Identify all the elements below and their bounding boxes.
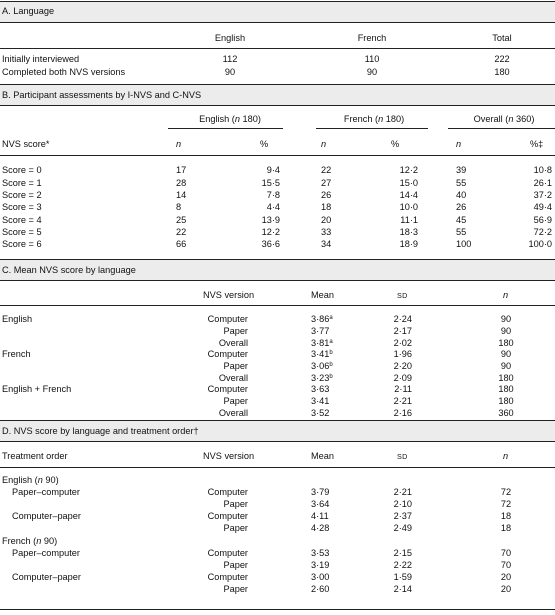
mean-value	[311, 362, 333, 371]
version-label: Paper	[223, 523, 248, 533]
row-label: Score = 2	[2, 190, 42, 200]
sd-value: 2·15	[393, 548, 412, 558]
rule	[0, 280, 555, 281]
row-head: NVS score*	[2, 139, 50, 149]
rule	[0, 441, 555, 442]
cell: 90	[224, 67, 236, 77]
cell-count: 22	[321, 165, 332, 175]
n-value: 20	[500, 584, 512, 594]
cell-count: 100	[456, 239, 472, 249]
rule	[0, 48, 555, 49]
sd-value: 2·49	[393, 523, 412, 533]
mean-value	[311, 385, 329, 394]
cell-count: 27	[321, 178, 332, 188]
cell-percent: 10·8	[533, 165, 552, 175]
mean-value: 3·79	[311, 487, 330, 497]
mean-number: 3·23	[311, 373, 330, 383]
cell-percent: 37·2	[533, 190, 552, 200]
cell-percent: 18·3	[399, 227, 418, 237]
cell-count: 8	[176, 202, 182, 212]
section-c-title: C. Mean NVS score by language	[2, 265, 136, 275]
mean-value: 3·64	[311, 499, 330, 509]
cell-count: 55	[456, 178, 467, 188]
order-label: Computer–paper	[12, 511, 81, 521]
cell: 222	[494, 54, 510, 64]
cell-count: 28	[176, 178, 187, 188]
version-label: Overall	[218, 373, 248, 383]
col-header-sd: SD	[397, 291, 408, 300]
n-value: 72	[500, 499, 512, 509]
n-value: 18	[500, 523, 512, 533]
version-label: Paper	[223, 361, 248, 371]
sd-value: 2·22	[393, 560, 412, 570]
n-value: 90	[500, 349, 512, 359]
cell-count: 66	[176, 239, 187, 249]
cell-percent: 15·0	[399, 178, 418, 188]
group-label-french: French (n 90)	[2, 536, 58, 546]
sd-value: 2·21	[393, 396, 412, 406]
cell-percent: 13·9	[261, 215, 280, 225]
mean-value: 3·19	[311, 560, 330, 570]
cell-count: 55	[456, 227, 467, 237]
row-label: Score = 0	[2, 165, 42, 175]
col-header-mean: Mean	[311, 451, 334, 461]
row-label: Score = 5	[2, 227, 42, 237]
n-value: 180	[498, 373, 514, 383]
cell-percent: 4·4	[266, 202, 280, 212]
cell-count: 14	[176, 190, 187, 200]
cell-percent: 7·8	[266, 190, 280, 200]
cell-percent: 14·4	[399, 190, 418, 200]
significance-superscript: b	[329, 374, 333, 380]
rule	[0, 105, 555, 106]
row-label: Score = 4	[2, 215, 42, 225]
cell-percent: 12·2	[399, 165, 418, 175]
col-header-order: Treatment order	[2, 451, 68, 461]
cell-count: 20	[321, 215, 332, 225]
n-value: 18	[500, 511, 512, 521]
col-header-sd: SD	[397, 452, 408, 461]
sub-header-n: n	[321, 139, 327, 149]
mean-number: 3·06	[311, 361, 330, 371]
cell: 90	[366, 67, 378, 77]
version-label: Computer	[207, 349, 248, 359]
order-label: Paper–computer	[12, 548, 80, 558]
cell-percent: 18·9	[399, 239, 418, 249]
cell-count: 45	[456, 215, 467, 225]
cell-percent: 9·4	[266, 165, 280, 175]
version-label: Overall	[218, 338, 248, 348]
row-label: Completed both NVS versions	[2, 67, 126, 77]
version-label: Computer	[207, 314, 248, 324]
sd-value: 2·16	[393, 408, 412, 418]
cell-count: 26	[456, 202, 467, 212]
mean-value	[311, 339, 333, 348]
n-value: 72	[500, 487, 512, 497]
col-header-version: NVS version	[203, 451, 255, 461]
n-value: 180	[498, 384, 514, 394]
group-label: English	[2, 314, 33, 324]
sd-value: 2·11	[394, 384, 412, 394]
col-header-n: n	[503, 451, 509, 461]
version-label: Computer	[207, 511, 248, 521]
version-label: Computer	[207, 572, 248, 582]
cell-percent: 12·2	[261, 227, 280, 237]
mean-value: 3·53	[311, 548, 330, 558]
sd-value: 2·14	[393, 584, 412, 594]
cell-count: 25	[176, 215, 187, 225]
sd-value: 2·09	[393, 373, 412, 383]
mean-number: 3·86	[311, 314, 330, 324]
row-label: Score = 1	[2, 178, 42, 188]
n-value: 90	[500, 326, 512, 336]
row-label: Score = 3	[2, 202, 42, 212]
section-d-title: D. NVS score by language and treatment order†	[2, 426, 199, 436]
sd-value: 2·02	[393, 338, 412, 348]
sub-header-n: n	[456, 139, 462, 149]
sd-value: 2·37	[393, 511, 412, 521]
cell: 180	[494, 67, 510, 77]
sd-value: 2·17	[393, 326, 412, 336]
sd-value: 2·21	[393, 487, 412, 497]
cell-percent: 49·4	[533, 202, 552, 212]
cell: 112	[222, 54, 238, 64]
significance-superscript: a	[329, 339, 333, 345]
col-header-mean: Mean	[311, 290, 334, 300]
col-header-english: English	[214, 33, 246, 43]
sd-value: 2·24	[393, 314, 412, 324]
group-header-french: French (n 180)	[343, 114, 405, 124]
n-value: 20	[500, 572, 512, 582]
cell-percent: 15·5	[261, 178, 280, 188]
mean-value	[311, 409, 329, 418]
version-label: Paper	[223, 499, 248, 509]
significance-superscript: b	[329, 362, 333, 368]
n-value: 70	[500, 548, 512, 558]
cell-percent: 100·0	[528, 239, 552, 249]
cell-percent: 10·0	[399, 202, 418, 212]
cell-count: 40	[456, 190, 467, 200]
col-header-french: French	[357, 33, 387, 43]
cell-percent: 11·1	[400, 215, 418, 225]
significance-superscript: b	[329, 350, 333, 356]
section-a-title: A. Language	[2, 6, 55, 16]
mean-value	[311, 327, 329, 336]
order-label: Computer–paper	[12, 572, 81, 582]
group-label: French	[2, 349, 31, 359]
cell-count: 39	[456, 165, 467, 175]
version-label: Paper	[223, 584, 248, 594]
sd-value: 2·10	[393, 499, 412, 509]
n-value: 180	[498, 338, 514, 348]
rule	[0, 155, 555, 156]
col-header-version: NVS version	[203, 290, 255, 300]
group-label: English + French	[2, 384, 72, 394]
rule	[0, 305, 555, 306]
mean-number: 3·41	[311, 349, 330, 359]
section-b-title: B. Participant assessments by I-NVS and C-NVS	[2, 90, 202, 100]
group-underline	[316, 128, 428, 129]
section-header-band	[0, 2, 555, 22]
sub-header-pct: %	[391, 139, 400, 149]
cell-percent: 72·2	[533, 227, 552, 237]
significance-superscript: a	[329, 315, 333, 321]
mean-value	[311, 397, 329, 406]
mean-value: 4·11	[311, 511, 329, 521]
version-label: Computer	[207, 487, 248, 497]
cell-count: 17	[176, 165, 187, 175]
cell-count: 34	[321, 239, 332, 249]
col-header-total: Total	[492, 33, 512, 43]
version-label: Paper	[223, 326, 248, 336]
mean-value	[311, 315, 333, 324]
cell-percent: 56·9	[533, 215, 552, 225]
group-label-english: English (n 90)	[2, 475, 59, 485]
rule	[0, 609, 555, 610]
cell-count: 33	[321, 227, 332, 237]
cell: 110	[364, 54, 380, 64]
row-label: Initially interviewed	[2, 54, 80, 64]
version-label: Paper	[223, 560, 248, 570]
sd-value: 1·96	[393, 349, 412, 359]
mean-value	[311, 374, 333, 383]
n-value: 90	[500, 361, 512, 371]
sub-header-n: n	[176, 139, 182, 149]
rule	[0, 22, 555, 23]
mean-value: 2·60	[311, 584, 330, 594]
mean-value: 4·28	[311, 523, 330, 533]
row-label: Score = 6	[2, 239, 42, 249]
n-value: 180	[498, 396, 514, 406]
group-header-overall: Overall (n 360)	[473, 114, 535, 124]
sd-value: 2·20	[393, 361, 412, 371]
mean-value: 3·00	[311, 572, 330, 582]
sub-header-pct: %	[260, 139, 269, 149]
mean-number: 3·41	[311, 396, 330, 406]
group-underline	[168, 128, 283, 129]
n-value: 70	[500, 560, 512, 570]
sub-header-pct-cumulative: %‡	[530, 139, 544, 149]
mean-number: 3·77	[311, 326, 330, 336]
n-value: 90	[500, 314, 512, 324]
version-label: Computer	[207, 548, 248, 558]
mean-number: 3·52	[311, 408, 330, 418]
cell-count: 18	[321, 202, 332, 212]
group-header-english: English (n 180)	[199, 114, 261, 124]
version-label: Computer	[207, 384, 248, 394]
version-label: Overall	[218, 408, 248, 418]
mean-number: 3·81	[311, 338, 330, 348]
rule	[0, 467, 555, 468]
n-value: 360	[498, 408, 514, 418]
cell-count: 26	[321, 190, 332, 200]
col-header-n: n	[503, 290, 509, 300]
sd-value: 1·59	[393, 572, 412, 582]
cell-count: 22	[176, 227, 187, 237]
order-label: Paper–computer	[12, 487, 80, 497]
mean-number: 3·63	[311, 384, 330, 394]
mean-value	[311, 350, 333, 359]
cell-percent: 26·1	[533, 178, 552, 188]
cell-percent: 36·6	[261, 239, 280, 249]
version-label: Paper	[223, 396, 248, 406]
group-underline	[448, 128, 555, 129]
